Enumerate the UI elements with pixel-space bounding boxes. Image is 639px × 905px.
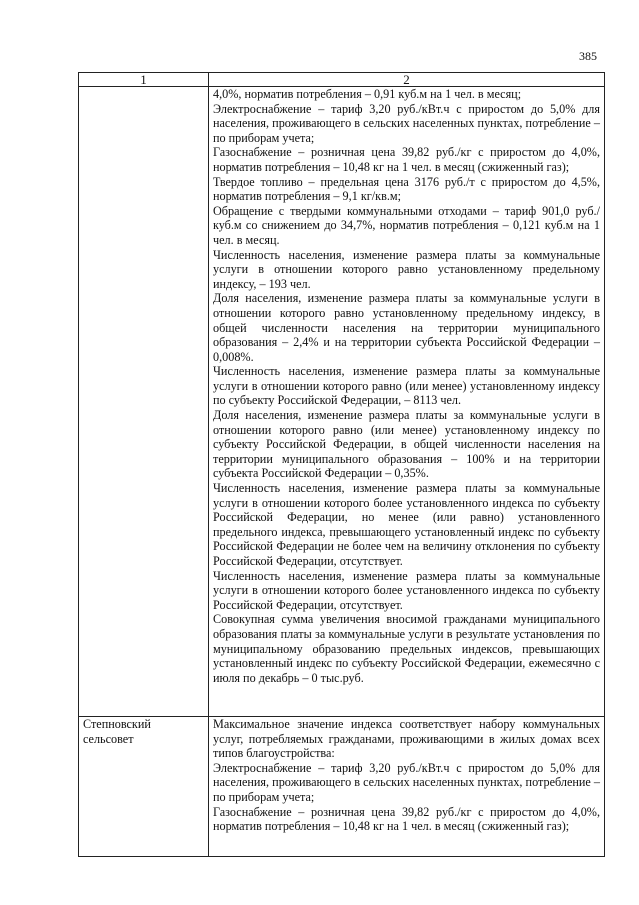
paragraph: Электроснабжение – тариф 3,20 руб./кВт.ч с приростом до 5,0% для населения, проживающего в сельских населенных пунктах, потребление – по приборам учета;: [213, 101, 600, 145]
description-cell: [209, 87, 605, 717]
table-header-row: [79, 73, 605, 87]
column-header-1: 1: [79, 73, 209, 87]
paragraph: Доля населения, изменение размера платы за коммунальные услуги в отношении которого равно (или менее) установленному индексу по субъекту Российской Федерации, в общей численности населения на территории муниципального образования – 100% и на территории субъекта Российской Федерации – 0,35%.: [213, 408, 600, 481]
table-row: [79, 717, 605, 857]
paragraph: Численность населения, изменение размера платы за коммунальные услуги в отношении которого равно установленному предельному индексу, – 193 чел.: [213, 247, 600, 291]
description-cell: [209, 717, 605, 857]
paragraph: Твердое топливо – предельная цена 3176 руб./т с приростом до 4,5%, норматив потребления – 9,1 кг/кв.м;: [213, 174, 600, 204]
municipality-name-line: сельсовет: [83, 731, 134, 746]
paragraph: Доля населения, изменение размера платы за коммунальные услуги в отношении которого равно установленному предельному индексу, в общей численности населения на территории муниципального образования – 2,4% и на территории субъекта Российской Федерации – 0,008%.: [213, 291, 600, 364]
paragraph: Максимальное значение индекса соответствует набору коммунальных услуг, потребляемых гражданами, проживающими в жилых домах всех типов благоустройства:: [213, 717, 600, 761]
paragraph: Численность населения, изменение размера платы за коммунальные услуги в отношении которого равно (или менее) установленному индексу по субъекту Российской Федерации, – 8113 чел.: [213, 364, 600, 408]
table-row: [79, 87, 605, 717]
municipality-name-line: Степновский: [83, 717, 151, 731]
paragraph: Совокупная сумма увеличения вносимой гражданами муниципального образования платы за коммунальные услуги в результате установления по муниципальному образованию предельных индексов, превышающих установленный индекс по субъекту Российской Федерации, ежемесячно с июля по декабрь – 0 тыс.руб.: [213, 612, 600, 685]
paragraph: Численность населения, изменение размера платы за коммунальные услуги в отношении которого более установленного индекса по субъекту Российской Федерации, но менее (или равно) установленного предельного индекса, превышающего установленный индекс по субъекту Российской Федерации не более чем на величину отклонения по субъекту Российской Федерации, отсутствует.: [213, 481, 600, 568]
column-header-2: 2: [209, 73, 605, 87]
paragraph: Газоснабжение – розничная цена 39,82 руб./кг с приростом до 4,0%, норматив потребления – 10,48 кг на 1 чел. в месяц (сжиженный газ);: [213, 145, 600, 174]
paragraph: Газоснабжение – розничная цена 39,82 руб./кг с приростом до 4,0%, норматив потребления – 10,48 кг на 1 чел. в месяц (сжиженный газ);: [213, 804, 600, 834]
data-table: [78, 72, 605, 857]
paragraph: Численность населения, изменение размера платы за коммунальные услуги в отношении которого более установленного индекса по субъекту Российской Федерации, отсутствует.: [213, 568, 600, 612]
municipality-cell: [79, 717, 209, 857]
paragraph: 4,0%, норматив потребления – 0,91 куб.м на 1 чел. в месяц;: [213, 87, 522, 101]
page-number: 385: [579, 49, 597, 63]
municipality-cell: [79, 87, 209, 717]
paragraph: Обращение с твердыми коммунальными отходами – тариф 901,0 руб./куб.м со снижением до 34,7%, норматив потребления – 0,121 куб.м на 1 чел. в месяц.: [213, 203, 600, 247]
paragraph: Электроснабжение – тариф 3,20 руб./кВт.ч с приростом до 5,0% для населения, проживающего в сельских населенных пунктах, потребление – по приборам учета;: [213, 760, 600, 804]
